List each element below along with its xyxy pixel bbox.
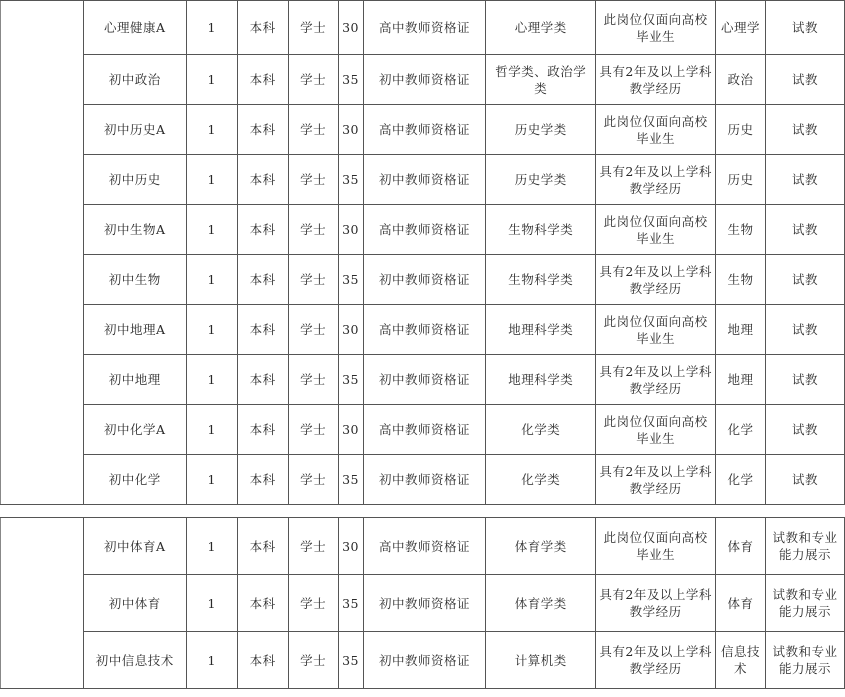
table-cell: 具有2年及以上学科教学经历: [596, 155, 716, 205]
table-cell: 35: [338, 575, 363, 632]
table-cell: 化学: [716, 405, 766, 455]
table-cell: 初中教师资格证: [363, 355, 486, 405]
table-cell: 具有2年及以上学科教学经历: [596, 575, 716, 632]
table-cell: 试教: [766, 205, 845, 255]
group-cell: [1, 1, 84, 505]
table-cell: 35: [338, 255, 363, 305]
table-cell: 试教: [766, 405, 845, 455]
table-cell: 地理: [716, 305, 766, 355]
table-cell: 此岗位仅面向高校毕业生: [596, 518, 716, 575]
table-cell: 学士: [288, 355, 338, 405]
table-cell: 本科: [237, 105, 288, 155]
table-cell: 本科: [237, 55, 288, 105]
table-cell: 初中地理: [83, 355, 186, 405]
table-cell: 30: [338, 518, 363, 575]
table-cell: 体育: [716, 575, 766, 632]
table-cell: 本科: [237, 632, 288, 689]
group-cell: [1, 518, 84, 689]
table-cell: 学士: [288, 55, 338, 105]
table-cell: 1: [186, 575, 237, 632]
table-cell: 35: [338, 55, 363, 105]
table-cell: 初中历史: [83, 155, 186, 205]
table-cell: 30: [338, 105, 363, 155]
table-cell: 地理: [716, 355, 766, 405]
table-cell: 本科: [237, 155, 288, 205]
table-cell: 初中历史A: [83, 105, 186, 155]
table-cell: 此岗位仅面向高校毕业生: [596, 405, 716, 455]
table-row: [1, 355, 845, 405]
table-cell: 试教: [766, 155, 845, 205]
table-cell: 本科: [237, 355, 288, 405]
table-cell: 35: [338, 632, 363, 689]
table-cell: 1: [186, 355, 237, 405]
table-row: [1, 1, 845, 55]
table-cell: 生物科学类: [486, 255, 596, 305]
table-cell: 初中教师资格证: [363, 575, 486, 632]
table-cell: 地理科学类: [486, 305, 596, 355]
table-cell: 35: [338, 155, 363, 205]
table-cell: 具有2年及以上学科教学经历: [596, 255, 716, 305]
table-row: [1, 518, 845, 575]
table-cell: 化学: [716, 455, 766, 505]
table-cell: 初中教师资格证: [363, 55, 486, 105]
table-cell: 试教和专业能力展示: [765, 632, 844, 689]
table-cell: 本科: [237, 205, 288, 255]
table-cell: 初中地理A: [83, 305, 186, 355]
table-cell: 地理科学类: [486, 355, 596, 405]
table-row: [1, 405, 845, 455]
table-row: [1, 255, 845, 305]
table-cell: 初中生物A: [83, 205, 186, 255]
table-cell: 学士: [288, 518, 338, 575]
table-cell: 初中教师资格证: [363, 455, 486, 505]
table-cell: 1: [186, 632, 237, 689]
table-cell: 具有2年及以上学科教学经历: [596, 355, 716, 405]
table-cell: 本科: [237, 405, 288, 455]
table-row: [1, 575, 845, 632]
table-cell: 此岗位仅面向高校毕业生: [596, 1, 716, 55]
table-row: [1, 305, 845, 355]
table-cell: 此岗位仅面向高校毕业生: [596, 105, 716, 155]
table-cell: 哲学类、政治学类: [486, 55, 596, 105]
table-cell: 学士: [288, 405, 338, 455]
table-cell: 学士: [288, 105, 338, 155]
table-cell: 30: [338, 305, 363, 355]
table-cell: 化学类: [486, 405, 596, 455]
table-cell: 试教: [766, 55, 845, 105]
recruitment-table-bottom: [0, 517, 845, 689]
table-cell: 1: [186, 205, 237, 255]
table-cell: 1: [186, 305, 237, 355]
table-cell: 体育学类: [486, 518, 596, 575]
table-cell: 试教: [766, 455, 845, 505]
table-cell: 高中教师资格证: [363, 205, 486, 255]
table-cell: 信息技术: [716, 632, 766, 689]
table-cell: 35: [338, 455, 363, 505]
table-cell: 初中体育A: [83, 518, 186, 575]
table-cell: 具有2年及以上学科教学经历: [596, 455, 716, 505]
table-cell: 1: [186, 255, 237, 305]
table-cell: 心理学: [716, 1, 766, 55]
table-cell: 体育学类: [486, 575, 596, 632]
table-cell: 学士: [288, 155, 338, 205]
table-row: [1, 205, 845, 255]
table-cell: 30: [338, 1, 363, 55]
table-cell: 初中教师资格证: [363, 632, 486, 689]
table-cell: 试教: [766, 105, 845, 155]
table-cell: 1: [186, 1, 237, 55]
table-row: [1, 105, 845, 155]
table-cell: 此岗位仅面向高校毕业生: [596, 205, 716, 255]
table-cell: 试教: [766, 1, 845, 55]
table-row: [1, 632, 845, 689]
table-cell: 30: [338, 205, 363, 255]
table-cell: 1: [186, 105, 237, 155]
table-bottom-body: [1, 518, 845, 689]
table-cell: 30: [338, 405, 363, 455]
table-cell: 具有2年及以上学科教学经历: [596, 632, 716, 689]
table-cell: 生物科学类: [486, 205, 596, 255]
table-cell: 初中教师资格证: [363, 155, 486, 205]
table-cell: 本科: [237, 255, 288, 305]
table-cell: 本科: [237, 575, 288, 632]
table-row: [1, 455, 845, 505]
table-cell: 高中教师资格证: [363, 518, 486, 575]
table-cell: 试教: [766, 355, 845, 405]
table-cell: 生物: [716, 205, 766, 255]
table-cell: 具有2年及以上学科教学经历: [596, 55, 716, 105]
table-cell: 历史: [716, 105, 766, 155]
table-cell: 学士: [288, 632, 338, 689]
table-cell: 学士: [288, 455, 338, 505]
table-cell: 学士: [288, 1, 338, 55]
table-cell: 1: [186, 455, 237, 505]
table-cell: 心理健康A: [83, 1, 186, 55]
table-cell: 高中教师资格证: [363, 1, 486, 55]
table-cell: 35: [338, 355, 363, 405]
table-cell: 1: [186, 518, 237, 575]
table-cell: 初中政治: [83, 55, 186, 105]
table-cell: 生物: [716, 255, 766, 305]
table-cell: 学士: [288, 205, 338, 255]
table-cell: 初中化学A: [83, 405, 186, 455]
table-cell: 本科: [237, 518, 288, 575]
table-row: [1, 55, 845, 105]
table-gap: [0, 505, 845, 517]
table-cell: 初中信息技术: [83, 632, 186, 689]
table-cell: 试教和专业能力展示: [765, 518, 844, 575]
table-cell: 体育: [716, 518, 766, 575]
table-top-body: [1, 1, 845, 505]
table-cell: 此岗位仅面向高校毕业生: [596, 305, 716, 355]
table-cell: 1: [186, 55, 237, 105]
table-cell: 政治: [716, 55, 766, 105]
table-row: [1, 155, 845, 205]
table-cell: 历史学类: [486, 155, 596, 205]
table-cell: 初中教师资格证: [363, 255, 486, 305]
table-cell: 本科: [237, 455, 288, 505]
table-cell: 本科: [237, 305, 288, 355]
table-cell: 试教: [766, 305, 845, 355]
table-cell: 初中生物: [83, 255, 186, 305]
table-cell: 初中体育: [83, 575, 186, 632]
table-cell: 心理学类: [486, 1, 596, 55]
table-cell: 高中教师资格证: [363, 105, 486, 155]
table-cell: 历史学类: [486, 105, 596, 155]
table-cell: 本科: [237, 1, 288, 55]
table-cell: 历史: [716, 155, 766, 205]
table-cell: 高中教师资格证: [363, 405, 486, 455]
table-cell: 试教和专业能力展示: [765, 575, 844, 632]
table-cell: 1: [186, 405, 237, 455]
table-cell: 学士: [288, 305, 338, 355]
table-cell: 试教: [766, 255, 845, 305]
table-cell: 高中教师资格证: [363, 305, 486, 355]
table-cell: 学士: [288, 255, 338, 305]
table-cell: 化学类: [486, 455, 596, 505]
table-cell: 初中化学: [83, 455, 186, 505]
table-cell: 学士: [288, 575, 338, 632]
table-cell: 1: [186, 155, 237, 205]
table-cell: 计算机类: [486, 632, 596, 689]
